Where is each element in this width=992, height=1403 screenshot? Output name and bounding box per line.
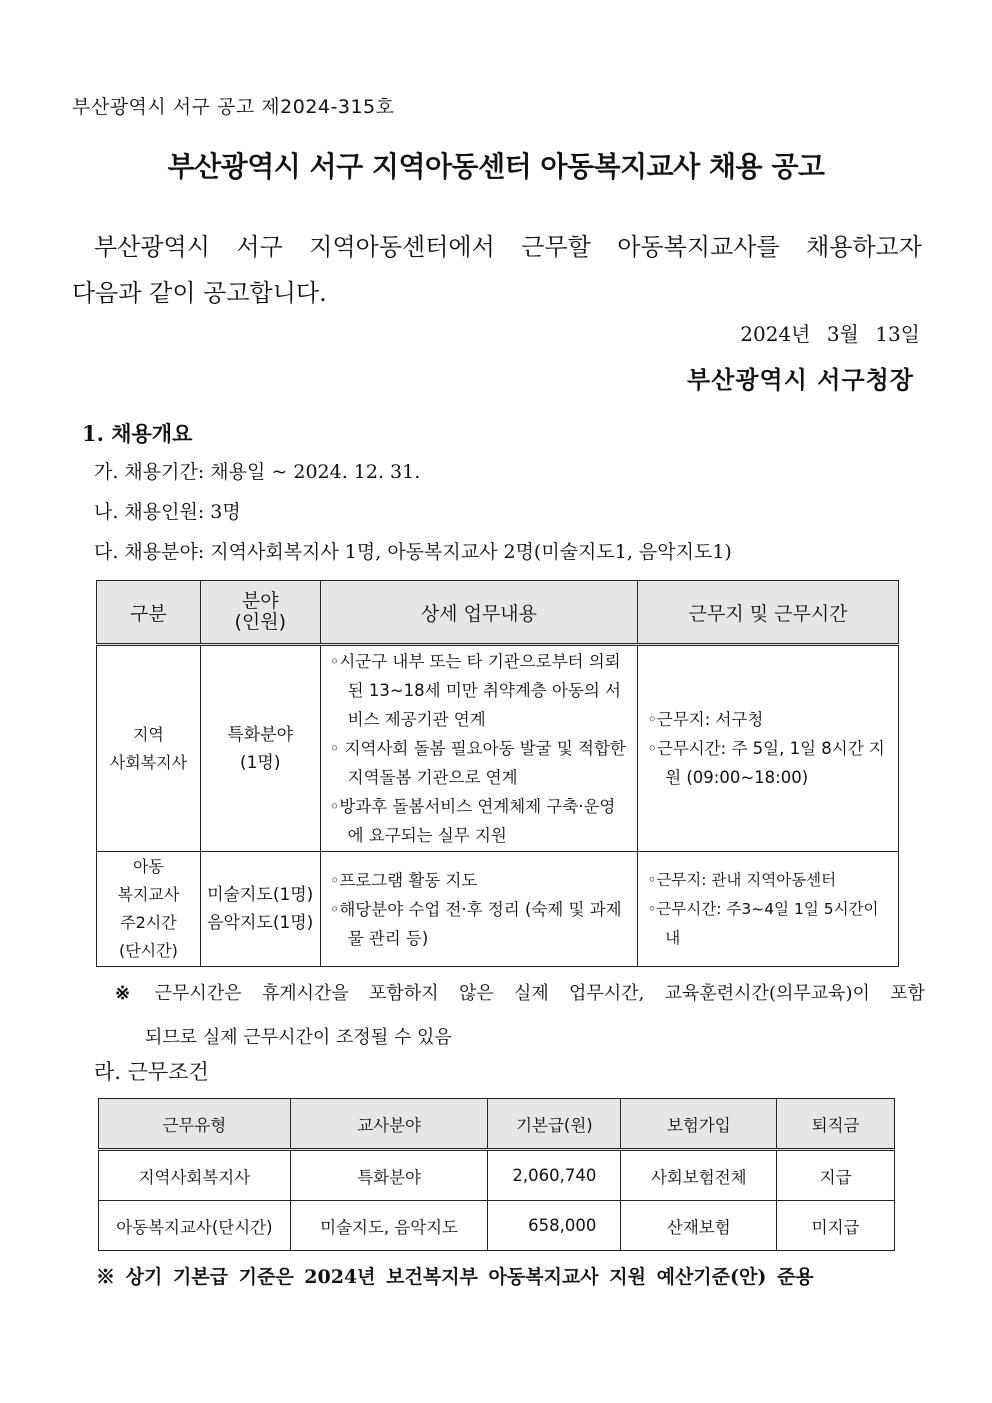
cell-insurance: 사회보험전체 — [621, 1150, 777, 1201]
cell-work-type: 아동복지교사(단시간) — [99, 1201, 291, 1251]
intro-line-2: 다음과 같이 공고합니다. — [72, 279, 327, 307]
header-workplace: 근무지 및 근무시간 — [638, 581, 899, 645]
header-category: 구분 — [97, 581, 201, 645]
table-row — [99, 1201, 895, 1251]
intro-paragraph — [72, 224, 922, 316]
workplace-item: ◦근무지: 관내 지역아동센터 — [647, 870, 837, 889]
notice-date: 2024년 3월 13일 — [740, 322, 920, 346]
recruitment-table — [96, 580, 899, 967]
cell-field: 미술지도(1명) 음악지도(1명) — [200, 852, 320, 967]
item-fields: 다. 채용분야: 지역사회복지사 1명, 아동복지교사 2명(미술지도1, 음악지도1) — [94, 541, 732, 563]
intro-line-1: 부산광역시 서구 지역아동센터에서 근무할 아동복지교사를 채용하고자 — [94, 233, 922, 261]
cell-severance: 미지급 — [777, 1201, 895, 1251]
note-symbol: ※ — [115, 983, 145, 1004]
header-field: 분야 (인원) — [200, 581, 320, 645]
item-headcount: 나. 채용인원: 3명 — [94, 501, 241, 523]
cell-category: 아동 복지교사 주2시간 (단시간) — [97, 852, 201, 967]
table-row — [99, 1150, 895, 1201]
note-line-2: 되므로 실제 근무시간이 조정될 수 있음 — [145, 1027, 452, 1048]
cell-teacher-field: 미술지도, 음악지도 — [290, 1201, 488, 1251]
workplace-item: ◦근무지: 서구청 — [647, 710, 764, 729]
duty-item: ◦방과후 돌봄서비스 연계체제 구축·운영에 요구되는 실무 지원 — [329, 797, 616, 845]
header-work-type: 근무유형 — [99, 1099, 291, 1150]
cell-base-pay: 658,000 — [488, 1201, 621, 1251]
cell-workplace — [638, 645, 899, 852]
table-row — [97, 645, 899, 852]
cell-severance: 지급 — [777, 1150, 895, 1201]
cell-base-pay: 2,060,740 — [488, 1150, 621, 1201]
duty-item: ◦시군구 내부 또는 타 기관으로부터 의뢰된 13~18세 미만 취약계층 아동의 서비스 제공기관 연계 — [329, 652, 621, 729]
conditions-table — [98, 1098, 895, 1251]
header-severance: 퇴직금 — [777, 1099, 895, 1150]
cell-category: 지역 사회복지사 — [97, 645, 201, 852]
duty-item: ◦프로그램 활동 지도 — [329, 870, 478, 890]
notice-number: 부산광역시 서구 공고 제2024-315호 — [72, 96, 395, 118]
cell-duties — [320, 645, 638, 852]
note-line-1: 근무시간은 휴게시간을 포함하지 않은 실제 업무시간, 교육훈련시간(의무교육)이 포함 — [154, 983, 925, 1004]
header-insurance: 보험가입 — [621, 1099, 777, 1150]
cell-workplace — [638, 852, 899, 967]
header-teacher-field: 교사분야 — [290, 1099, 488, 1150]
workplace-item: ◦근무시간: 주3~4일 1일 5시간이내 — [647, 899, 879, 947]
note-work-hours — [115, 972, 925, 1060]
duty-item: ◦해당분야 수업 전·후 정리 (숙제 및 과제물 관리 등) — [329, 899, 622, 948]
item-period: 가. 채용기간: 채용일 ~ 2024. 12. 31. — [94, 461, 421, 483]
note-base-pay: ※ 상기 기본급 기준은 2024년 보건복지부 아동복지교사 지원 예산기준(안) 준용 — [96, 1266, 814, 1288]
section-title-overview: 1. 채용개요 — [82, 421, 193, 446]
cell-field: 특화분야 (1명) — [200, 645, 320, 852]
table-header-row — [97, 581, 899, 645]
header-duties: 상세 업무내용 — [320, 581, 638, 645]
cell-insurance: 산재보험 — [621, 1201, 777, 1251]
cell-teacher-field: 특화분야 — [290, 1150, 488, 1201]
duty-item: ◦ 지역사회 돌봄 필요아동 발굴 및 적합한 지역돌봄 기관으로 연계 — [329, 739, 626, 787]
table-header-row — [99, 1099, 895, 1150]
header-base-pay: 기본급(원) — [488, 1099, 621, 1150]
section-title-conditions: 라. 근무조건 — [94, 1060, 209, 1084]
cell-duties — [320, 852, 638, 967]
table-row — [97, 852, 899, 967]
workplace-item: ◦근무시간: 주 5일, 1일 8시간 지원 (09:00~18:00) — [647, 739, 885, 787]
page-title: 부산광역시 서구 지역아동센터 아동복지교사 채용 공고 — [167, 150, 825, 183]
issuer: 부산광역시 서구청장 — [686, 365, 914, 394]
cell-work-type: 지역사회복지사 — [99, 1150, 291, 1201]
